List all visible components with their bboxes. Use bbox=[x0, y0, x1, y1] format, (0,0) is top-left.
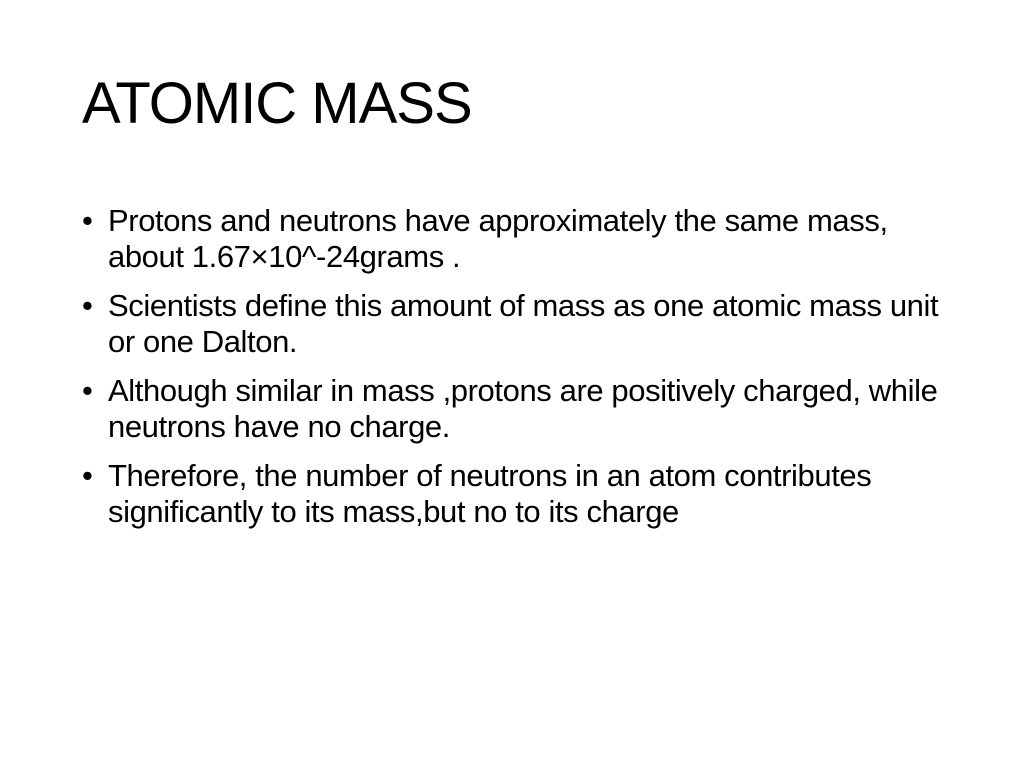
bullet-text: Therefore, the number of neutrons in an atom contributes significantly to its mass,but no to its charge bbox=[108, 458, 872, 529]
bullet-icon: • bbox=[82, 203, 93, 238]
bullet-item bbox=[78, 203, 958, 275]
bullet-icon: • bbox=[82, 288, 93, 323]
bullet-icon: • bbox=[82, 458, 93, 493]
bullet-text: Scientists define this amount of mass as one atomic mass unit or one Dalton. bbox=[108, 288, 939, 359]
bullet-item bbox=[78, 373, 958, 445]
bullet-icon: • bbox=[82, 373, 93, 408]
bullet-item bbox=[78, 288, 958, 360]
bullet-text: Although similar in mass ,protons are positively charged, while neutrons have no charge. bbox=[108, 373, 938, 444]
bullet-item bbox=[78, 458, 958, 530]
bullet-list bbox=[78, 203, 958, 543]
bullet-text: Protons and neutrons have approximately the same mass, about 1.67×10^-24grams . bbox=[108, 203, 888, 274]
slide-title: ATOMIC MASS bbox=[82, 71, 472, 136]
